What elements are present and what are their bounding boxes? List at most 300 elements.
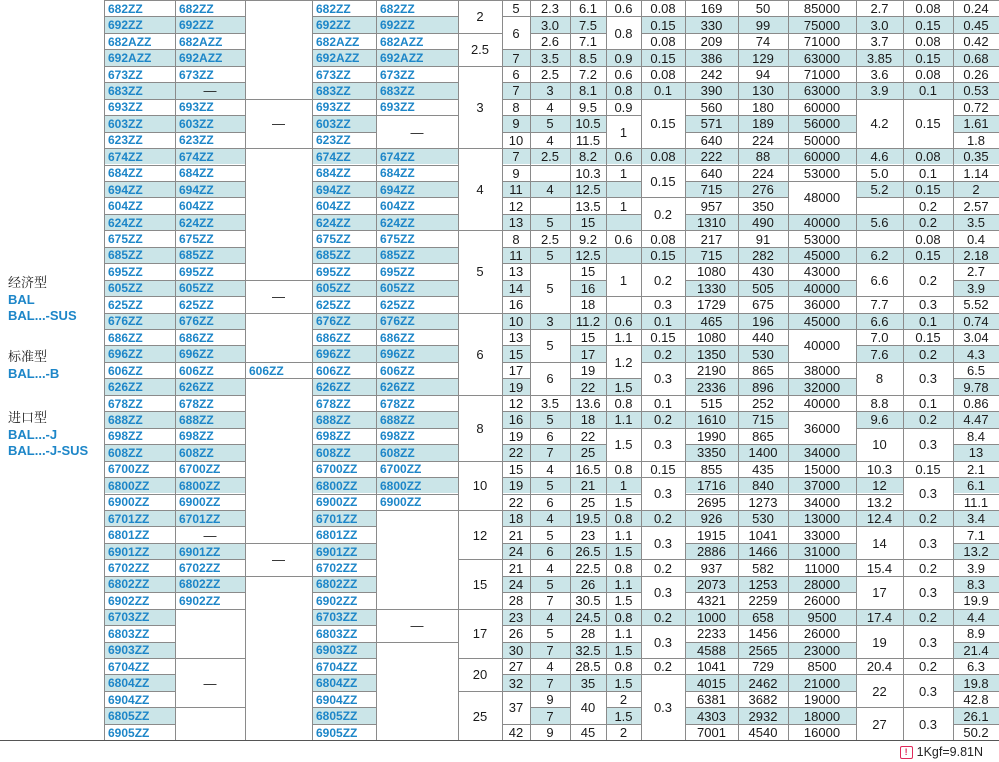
- cell-flange-b1: 0.6: [614, 67, 633, 83]
- cell-static-load: 224: [752, 132, 774, 148]
- part-number: 683ZZ: [316, 83, 351, 98]
- part-number: 696ZZ: [316, 347, 351, 362]
- part-number: 6704ZZ: [316, 659, 358, 674]
- cell-outer-d: 21: [508, 560, 524, 576]
- part-number: 608ZZ: [179, 445, 214, 460]
- cell-outer-d: 11: [509, 182, 523, 198]
- cell-dyn-load: 4588: [697, 642, 726, 658]
- grid-line: [245, 148, 313, 149]
- cell-flange-d1: 10.3: [575, 165, 601, 181]
- cell-static-load: 729: [752, 659, 774, 675]
- cell-outer-d: 9: [512, 116, 520, 132]
- part-number: 694ZZ: [380, 182, 415, 197]
- part-number: 694ZZ: [179, 182, 214, 197]
- cell-mass: 2: [972, 182, 980, 198]
- part-number: 682ZZ: [108, 1, 143, 16]
- cell-width-b: 7: [546, 642, 554, 658]
- cell-outer-d: 10: [508, 132, 524, 148]
- cell-bore-d: 8: [476, 420, 484, 436]
- cell-outer-d: 8: [512, 99, 520, 115]
- cell-flange-d1: 28.5: [575, 659, 601, 675]
- cell-width-b: 6: [546, 428, 554, 444]
- part-number: 6901ZZ: [316, 544, 358, 559]
- cell-chamfer-r2: 0.2: [918, 412, 938, 428]
- cell-shaft-d2: 7.6: [870, 346, 889, 362]
- cell-shaft-d2: 22: [872, 683, 887, 699]
- cell-flange-d1: 13.6: [575, 396, 601, 412]
- cell-chamfer-r2: 0.3: [918, 297, 938, 313]
- part-number: 623ZZ: [108, 133, 143, 148]
- cell-bore-d: 3: [476, 99, 484, 115]
- cell-dyn-load: 957: [700, 198, 723, 214]
- part-number: 692ZZ: [108, 18, 143, 33]
- cell-speed: 85000: [803, 1, 841, 17]
- part-number: 673ZZ: [380, 67, 415, 82]
- part-number: 626ZZ: [108, 380, 143, 395]
- grid-line: [856, 230, 904, 231]
- part-number: 626ZZ: [179, 380, 214, 395]
- cell-flange-d1: 32.5: [575, 642, 601, 658]
- cell-width-b: 9: [546, 692, 554, 708]
- cell-dyn-load: 1610: [697, 412, 726, 428]
- cell-chamfer-r: 0.2: [653, 412, 673, 428]
- cell-mass: 21.4: [963, 642, 989, 658]
- cell-static-load: 252: [752, 396, 774, 412]
- cell-flange-b1: 1.5: [614, 379, 633, 395]
- part-number: 604ZZ: [179, 199, 214, 214]
- cell-outer-d: 16: [508, 412, 524, 428]
- cell-mass: 9.78: [963, 379, 989, 395]
- part-number: 682ZZ: [316, 1, 351, 16]
- cell-mass: 3.4: [966, 511, 986, 527]
- cell-outer-d: 19: [508, 478, 524, 494]
- cell-flange-b1: 1.5: [614, 593, 633, 609]
- cell-width-b: 5: [546, 247, 554, 263]
- cell-part-2: —: [203, 527, 217, 543]
- cell-flange-d1: 30.5: [575, 593, 601, 609]
- cell-speed: 63000: [803, 50, 841, 66]
- cell-flange-d1: 21: [580, 478, 596, 494]
- cell-flange-d1: 13.5: [575, 198, 601, 214]
- part-number: 692AZZ: [380, 51, 424, 66]
- cell-speed: 37000: [803, 478, 841, 494]
- cell-mass: 8.4: [966, 428, 986, 444]
- part-number: 606ZZ: [249, 363, 284, 378]
- cell-mass: 26.1: [963, 708, 989, 724]
- cell-outer-d: 23: [508, 609, 524, 625]
- cell-flange-d1: 9.5: [578, 99, 598, 115]
- part-number: 676ZZ: [316, 314, 351, 329]
- cell-width-b: 4: [546, 560, 554, 576]
- part-number: 603ZZ: [108, 116, 143, 131]
- part-number: 6903ZZ: [316, 643, 358, 658]
- cell-bore-d: 2: [476, 9, 484, 25]
- cell-flange-d1: 10.5: [575, 116, 601, 132]
- cell-outer-d: 32: [508, 675, 524, 691]
- part-number: 698ZZ: [108, 429, 143, 444]
- part-number: 6903ZZ: [108, 643, 150, 658]
- cell-shaft-d2: 6.2: [870, 247, 889, 263]
- cell-outer-d: 18: [508, 511, 524, 527]
- cell-shaft-d2: 20.4: [866, 659, 893, 675]
- cell-chamfer-r2: 0.3: [918, 585, 938, 601]
- part-number: 6804ZZ: [108, 676, 150, 691]
- cell-width-b: 5: [546, 527, 554, 543]
- cell-speed: 53000: [803, 165, 841, 181]
- cell-outer-d: 12: [508, 396, 524, 412]
- cell-width-b: 7: [546, 593, 554, 609]
- cell-outer-d: 42: [508, 725, 524, 741]
- cell-flange-d1: 12.5: [575, 247, 601, 263]
- cell-flange-b1: 1: [619, 478, 628, 494]
- cell-shaft-d2: 5.0: [870, 165, 889, 181]
- cell-flange-b1: 1.5: [614, 642, 633, 658]
- cell-chamfer-r: 0.2: [653, 511, 673, 527]
- cell-part-3: —: [272, 116, 285, 132]
- cell-dyn-load: 560: [700, 99, 723, 115]
- part-number: 682AZZ: [380, 34, 424, 49]
- cell-speed: 23000: [803, 642, 841, 658]
- cell-chamfer-r: 0.08: [650, 67, 676, 83]
- info-icon: !: [900, 746, 913, 759]
- cell-chamfer-r: 0.3: [653, 535, 673, 551]
- cell-flange-d1: 18: [580, 412, 596, 428]
- cell-width-b: 5: [546, 338, 554, 354]
- cell-outer-d: 13: [508, 264, 524, 280]
- cell-bore-d: 25: [472, 708, 488, 724]
- cell-speed: 56000: [803, 116, 841, 132]
- cell-mass: 0.26: [963, 67, 989, 83]
- cell-outer-d: 24: [508, 544, 524, 560]
- cell-outer-d: 11: [509, 247, 523, 263]
- part-number: 6701ZZ: [108, 511, 150, 526]
- cell-flange-b1: 1.5: [614, 544, 633, 560]
- cell-dyn-load: 2190: [697, 363, 726, 379]
- part-number: 683ZZ: [380, 83, 415, 98]
- cell-outer-d: 21: [508, 527, 524, 543]
- cell-chamfer-r: 0.15: [650, 50, 676, 66]
- cell-flange-d1: 9.2: [578, 231, 598, 247]
- part-number: 676ZZ: [380, 314, 415, 329]
- cell-shaft-d2: 13.2: [866, 494, 893, 510]
- cell-dyn-load: 1080: [697, 264, 726, 280]
- cell-flange-b1: 1.1: [614, 412, 633, 428]
- cell-static-load: 2932: [748, 708, 778, 724]
- cell-chamfer-r: 0.3: [653, 585, 673, 601]
- cell-chamfer-r: 0.08: [650, 149, 676, 165]
- grid-line: [606, 214, 642, 215]
- cell-flange-d1: 7.1: [578, 34, 598, 50]
- cell-dyn-load: 937: [700, 560, 723, 576]
- part-number: 685ZZ: [316, 248, 351, 263]
- part-number: 698ZZ: [316, 429, 351, 444]
- cell-chamfer-r: 0.2: [653, 560, 673, 576]
- part-number: 684ZZ: [380, 166, 415, 181]
- cell-speed: 16000: [803, 725, 841, 741]
- cell-dyn-load: 3350: [697, 445, 726, 461]
- cell-shaft-d2: 7.7: [870, 297, 889, 313]
- cell-flange-b1: 1.5: [614, 708, 633, 724]
- part-number: 685ZZ: [108, 248, 143, 263]
- cell-shaft-d2: 3.9: [870, 83, 889, 99]
- cell-speed: 26000: [803, 593, 841, 609]
- part-number: 6703ZZ: [108, 610, 150, 625]
- cell-speed: 63000: [803, 83, 841, 99]
- cell-flange-b1: 0.6: [614, 231, 633, 247]
- cell-flange-b1: 1.5: [614, 494, 633, 510]
- part-number: 626ZZ: [380, 380, 415, 395]
- cell-chamfer-r2: 0.08: [915, 149, 941, 165]
- cell-outer-d: 10: [508, 313, 524, 329]
- grid-line: [175, 0, 176, 740]
- part-number: 683ZZ: [108, 83, 143, 98]
- cell-flange-d1: 11.5: [575, 132, 601, 148]
- cell-flange-b1: 0.8: [614, 461, 633, 477]
- cell-mass: 11.1: [963, 494, 989, 510]
- part-number: 678ZZ: [316, 396, 351, 411]
- cell-speed: 38000: [803, 363, 841, 379]
- cell-dyn-load: 1080: [697, 330, 726, 346]
- cell-outer-d: 13: [508, 215, 524, 231]
- cell-mass: 3.9: [966, 560, 986, 576]
- cell-mass: 13: [968, 445, 984, 461]
- cell-mass: 2.1: [966, 461, 986, 477]
- unit-note-text: 1Kgf=9.81N: [916, 745, 983, 759]
- cell-width-b: 2.5: [540, 149, 560, 165]
- cell-width-b: 4: [546, 182, 554, 198]
- cell-speed: 45000: [803, 313, 841, 329]
- part-number: 688ZZ: [380, 412, 415, 427]
- cell-shaft-d2: 8.8: [870, 396, 889, 412]
- part-number: 693ZZ: [108, 100, 143, 115]
- series-import-code-sus: BAL...-J-SUS: [8, 443, 89, 458]
- cell-chamfer-r2: 0.3: [918, 634, 938, 650]
- part-number: 605ZZ: [179, 281, 214, 296]
- cell-flange-b1: 1: [619, 272, 628, 288]
- cell-flange-d1: 45: [580, 725, 596, 741]
- cell-mass: 19.8: [963, 675, 989, 691]
- cell-chamfer-r2: 0.3: [918, 437, 938, 453]
- part-number: 6800ZZ: [108, 478, 150, 493]
- cell-static-load: 350: [752, 198, 774, 214]
- cell-outer-d: 26: [508, 626, 524, 642]
- cell-outer-d: 7: [512, 50, 520, 66]
- cell-flange-d1: 35: [580, 675, 596, 691]
- cell-width-b: 4: [546, 461, 554, 477]
- grid-line: [530, 197, 571, 198]
- part-number: 6905ZZ: [108, 725, 150, 740]
- cell-flange-d1: 23: [580, 527, 596, 543]
- cell-dyn-load: 465: [700, 313, 723, 329]
- part-number: 695ZZ: [380, 264, 415, 279]
- cell-speed: 31000: [803, 544, 841, 560]
- cell-speed: 53000: [803, 231, 841, 247]
- cell-dyn-load: 330: [700, 17, 723, 33]
- cell-speed: 36000: [803, 297, 841, 313]
- cell-chamfer-r2: 0.15: [915, 50, 941, 66]
- cell-flange-b1: 0.9: [614, 50, 633, 66]
- part-number: 6905ZZ: [316, 725, 358, 740]
- cell-outer-d: 27: [508, 659, 524, 675]
- cell-shaft-d2: 4.2: [870, 116, 889, 132]
- part-number: 6700ZZ: [108, 462, 150, 477]
- cell-static-load: 196: [752, 313, 774, 329]
- cell-width-b: 3: [546, 313, 554, 329]
- part-number: 693ZZ: [179, 100, 214, 115]
- part-number: 684ZZ: [179, 166, 214, 181]
- cell-chamfer-r2: 0.15: [915, 182, 941, 198]
- cell-mass: 8.3: [966, 576, 986, 592]
- cell-static-load: 430: [752, 264, 774, 280]
- cell-flange-b1: 1.1: [614, 626, 633, 642]
- cell-mass: 42.8: [963, 692, 989, 708]
- series-economy-code: BAL: [8, 291, 35, 307]
- part-number: 6900ZZ: [179, 495, 221, 510]
- grid-line: [104, 0, 105, 740]
- cell-speed: 21000: [803, 675, 841, 691]
- cell-part-5: —: [410, 618, 424, 634]
- cell-chamfer-r: 0.2: [653, 609, 673, 625]
- cell-static-load: 3682: [748, 692, 778, 708]
- cell-shaft-d2: 3.85: [866, 50, 893, 66]
- cell-static-load: 224: [752, 165, 774, 181]
- part-number: 6700ZZ: [179, 462, 221, 477]
- cell-speed: 33000: [803, 527, 841, 543]
- part-number: 6800ZZ: [380, 478, 422, 493]
- cell-flange-b1: 1.1: [614, 527, 633, 543]
- cell-dyn-load: 715: [700, 247, 723, 263]
- cell-chamfer-r: 0.08: [650, 231, 676, 247]
- cell-mass: 8.9: [966, 626, 986, 642]
- cell-flange-b1: 1.1: [614, 576, 633, 592]
- part-number: 675ZZ: [380, 232, 415, 247]
- grid-line: [530, 165, 571, 166]
- cell-shaft-d2: 9.6: [870, 412, 889, 428]
- cell-mass: 2.18: [963, 247, 989, 263]
- cell-dyn-load: 640: [700, 165, 723, 181]
- cell-static-load: 189: [752, 116, 774, 132]
- part-number: 6701ZZ: [316, 511, 358, 526]
- cell-speed: 40000: [803, 396, 841, 412]
- cell-flange-b1: 1.2: [614, 354, 633, 370]
- cell-shaft-d2: 3.0: [870, 17, 889, 33]
- cell-shaft-d2: 27: [872, 716, 887, 732]
- cell-mass: 0.42: [963, 34, 989, 50]
- table-bottom-rule: [0, 740, 999, 741]
- cell-static-load: 282: [752, 247, 774, 263]
- cell-dyn-load: 386: [700, 50, 723, 66]
- cell-dyn-load: 242: [700, 67, 723, 83]
- cell-static-load: 530: [752, 346, 774, 362]
- grid-line: [376, 510, 459, 511]
- grid-line: [606, 181, 642, 182]
- part-number: 698ZZ: [179, 429, 214, 444]
- part-number: 688ZZ: [108, 412, 143, 427]
- cell-speed: 40000: [803, 215, 841, 231]
- cell-dyn-load: 2233: [697, 626, 726, 642]
- cell-mass: 0.4: [966, 231, 986, 247]
- cell-static-load: 658: [752, 609, 774, 625]
- cell-width-b: 5: [546, 116, 554, 132]
- cell-part-3: —: [272, 289, 285, 305]
- cell-dyn-load: 169: [700, 1, 723, 17]
- cell-width-b: 6: [546, 494, 554, 510]
- cell-flange-b1: 1: [619, 124, 628, 140]
- cell-width-b: 9: [546, 725, 554, 741]
- part-number: 692ZZ: [316, 18, 351, 33]
- cell-chamfer-r2: 0.2: [918, 659, 938, 675]
- cell-chamfer-r: 0.08: [650, 1, 676, 17]
- part-number: 606ZZ: [108, 363, 143, 378]
- cell-static-load: 530: [752, 511, 774, 527]
- cell-width-b: 6: [546, 544, 554, 560]
- cell-chamfer-r: 0.3: [653, 297, 673, 313]
- cell-chamfer-r: 0.3: [653, 371, 673, 387]
- cell-mass: 6.3: [966, 659, 986, 675]
- cell-flange-b1: 1.5: [614, 437, 633, 453]
- cell-flange-d1: 28: [580, 626, 596, 642]
- part-number: 625ZZ: [316, 297, 351, 312]
- cell-chamfer-r2: 0.1: [918, 313, 938, 329]
- cell-chamfer-r2: 0.08: [915, 1, 941, 17]
- part-number: 686ZZ: [380, 330, 415, 345]
- cell-flange-d1: 16.5: [575, 461, 601, 477]
- cell-mass: 3.9: [966, 280, 986, 296]
- cell-chamfer-r: 0.2: [653, 206, 673, 222]
- cell-flange-d1: 15: [580, 264, 596, 280]
- part-number: 694ZZ: [316, 182, 351, 197]
- cell-mass: 0.68: [963, 50, 989, 66]
- cell-outer-d: 37: [508, 700, 524, 716]
- part-number: 623ZZ: [179, 133, 214, 148]
- cell-shaft-d2: 10: [872, 437, 887, 453]
- grid-line: [175, 609, 246, 610]
- part-number: 693ZZ: [380, 100, 415, 115]
- part-number: 6802ZZ: [108, 577, 150, 592]
- cell-flange-b1: 0.6: [614, 149, 633, 165]
- part-number: 686ZZ: [179, 330, 214, 345]
- cell-outer-d: 19: [508, 428, 524, 444]
- cell-width-b: 5: [546, 280, 554, 296]
- cell-static-load: 1041: [748, 527, 778, 543]
- part-number: 675ZZ: [108, 232, 143, 247]
- cell-speed: 13000: [803, 511, 841, 527]
- series-import-code: BAL...-J: [8, 426, 58, 442]
- cell-flange-d1: 17: [580, 346, 596, 362]
- cell-width-b: 7: [546, 708, 554, 724]
- cell-width-b: 3.0: [540, 17, 560, 33]
- cell-shaft-d2: 17: [872, 585, 887, 601]
- cell-chamfer-r: 0.15: [650, 116, 676, 132]
- cell-bore-d: 4: [476, 182, 484, 198]
- part-number: 688ZZ: [179, 412, 214, 427]
- cell-flange-d1: 19: [580, 363, 596, 379]
- part-number: 626ZZ: [316, 380, 351, 395]
- cell-width-b: 3: [546, 83, 554, 99]
- cell-static-load: 865: [752, 428, 774, 444]
- grid-line: [606, 296, 642, 297]
- grid-line: [245, 576, 313, 577]
- cell-chamfer-r2: 0.1: [918, 165, 938, 181]
- cell-speed: 43000: [803, 264, 841, 280]
- cell-dyn-load: 640: [700, 132, 723, 148]
- cell-speed: 45000: [803, 247, 841, 263]
- cell-speed: 26000: [803, 626, 841, 642]
- cell-static-load: 490: [752, 215, 774, 231]
- cell-flange-b1: 2: [619, 725, 628, 741]
- cell-chamfer-r: 0.15: [650, 173, 676, 189]
- part-number: 6901ZZ: [179, 544, 221, 559]
